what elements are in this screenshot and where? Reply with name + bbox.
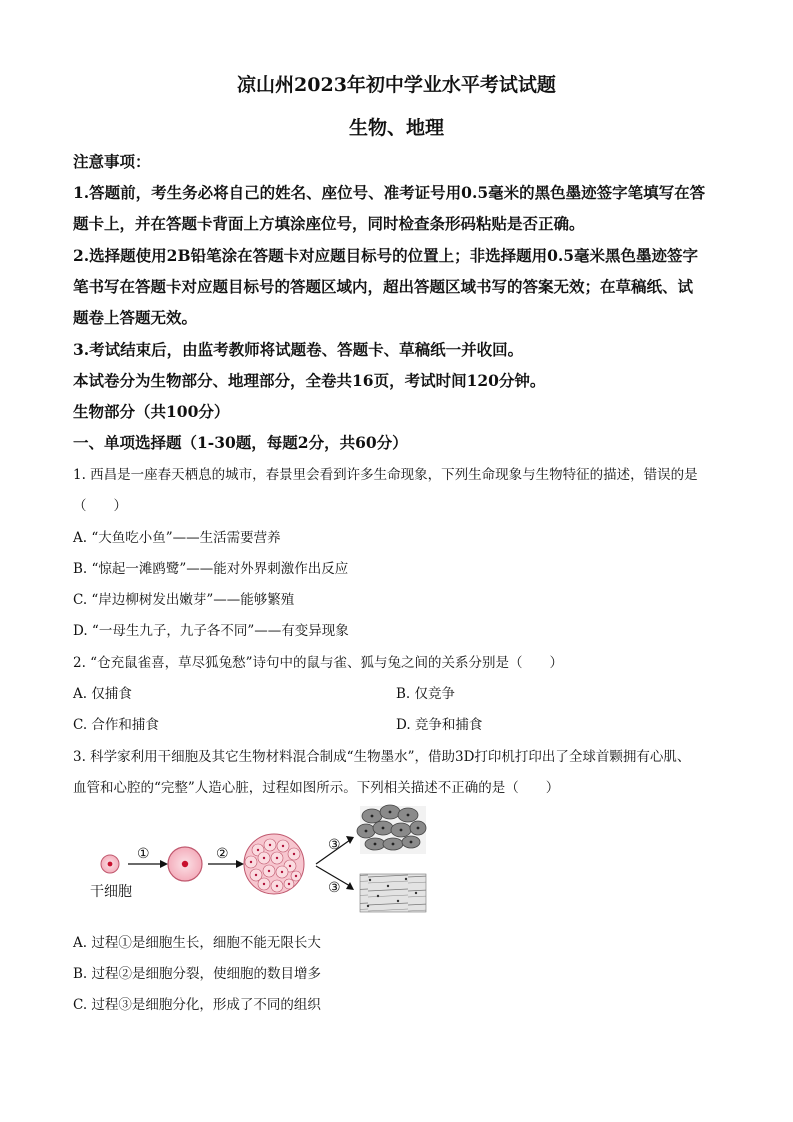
- notice-line: 1.答题前，考生务必将自己的姓名、座位号、准考证号用0.5毫米的黑色墨迹签字笔填写在答: [73, 183, 706, 202]
- step3a-label: ③: [328, 837, 341, 853]
- notice-line: 本试卷分为生物部分、地理部分，全卷共16页，考试时间120分钟。: [73, 371, 546, 390]
- question-stem: 3. 科学家利用干细胞及其它生物材料混合制成“生物墨水”，借助3D打印机打印出了全球首颗拥有心肌、: [73, 749, 691, 765]
- question-stem: （ ）: [73, 498, 127, 514]
- notice-line: 题卡上，并在答题卡背面上方填涂座位号，同时检查条形码粘贴是否正确。: [73, 214, 585, 233]
- notice-line: 3.考试结束后，由监考教师将试题卷、答题卡、草稿纸一并收回。: [73, 340, 524, 359]
- exam-title: 凉山州2023年初中学业水平考试试题: [237, 74, 556, 96]
- notice-line: 笔书写在答题卡对应题目标号的答题区域内，超出答题区域书写的答案无效；在草稿纸、试: [73, 277, 694, 296]
- option-d: D. “一母生九子，九子各不同”——有变异现象: [73, 623, 349, 639]
- arrow-head-icon: [346, 882, 354, 890]
- tissue-bottom-icon: [360, 874, 426, 912]
- step2-label: ②: [216, 846, 229, 862]
- question-stem: 血管和心腔的“完整”人造心脏，过程如图所示。下列相关描述不正确的是（ ）: [73, 780, 560, 796]
- arrow-head-icon: [236, 860, 244, 868]
- part-heading: 生物部分（共100分）: [73, 402, 230, 421]
- option-a: A. 过程①是细胞生长，细胞不能无限长大: [73, 935, 321, 951]
- step1-label: ①: [137, 846, 150, 862]
- option-a: A. 仅捕食: [73, 686, 132, 702]
- stem-cell-icon: [101, 855, 119, 873]
- option-b: B. 仅竞争: [396, 686, 456, 702]
- option-c: C. “岸边柳树发出嫩芽”——能够繁殖: [73, 592, 295, 608]
- exam-subtitle: 生物、地理: [348, 117, 444, 139]
- stem-cell-label: 干细胞: [90, 883, 132, 899]
- notice-line: 2.选择题使用2B铅笔涂在答题卡对应题目标号的位置上；非选择题用0.5毫米黑色墨迹签字: [73, 246, 699, 265]
- stem-cell-diagram: [88, 800, 428, 915]
- section-heading: 一、单项选择题（1-30题，每题2分，共60分）: [73, 433, 408, 452]
- arrow-head-icon: [160, 860, 168, 868]
- option-a: A. “大鱼吃小鱼”——生活需要营养: [73, 530, 281, 546]
- grown-cell-icon: [168, 847, 202, 881]
- tissue-top-icon: [357, 805, 426, 854]
- question-stem: 2. “仓充鼠雀喜，草尽狐兔愁”诗句中的鼠与雀、狐与兔之间的关系分别是（ ）: [73, 655, 563, 671]
- cell-cluster-icon: [244, 834, 304, 894]
- step3b-label: ③: [328, 880, 341, 896]
- option-d: D. 竞争和捕食: [396, 717, 483, 733]
- option-b: B. “惊起一滩鸥鹭”——能对外界刺激作出反应: [73, 561, 349, 577]
- question-stem: 1. 西昌是一座春天栖息的城市，春景里会看到许多生命现象，下列生命现象与生物特征的描述，错误的是: [73, 467, 698, 483]
- notice-line: 题卷上答题无效。: [73, 308, 198, 327]
- notice-heading: 注意事项：: [73, 152, 151, 171]
- option-c: C. 合作和捕食: [73, 717, 159, 733]
- arrow-head-icon: [346, 836, 354, 844]
- option-c: C. 过程③是细胞分化，形成了不同的组织: [73, 997, 321, 1013]
- option-b: B. 过程②是细胞分裂，使细胞的数目增多: [73, 966, 322, 982]
